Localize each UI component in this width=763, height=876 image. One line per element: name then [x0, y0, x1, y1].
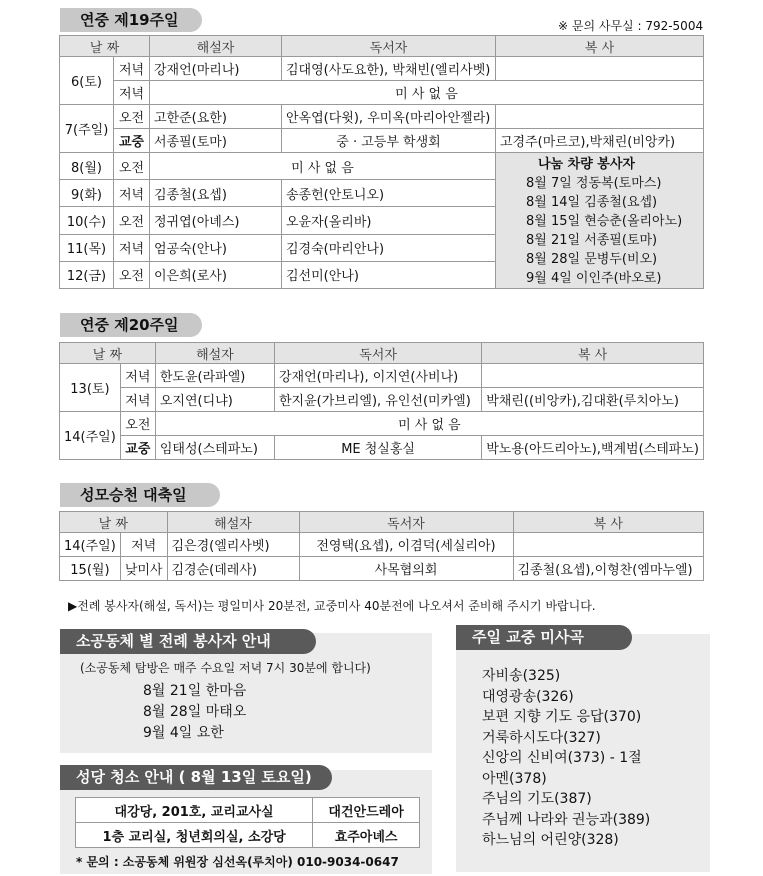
cleaning-title: 성당 청소 안내 ( 8월 13일 토요일) [60, 765, 332, 790]
no-mass-note: 미 사 없 음 [150, 153, 496, 180]
cleaning-group: 효주아녜스 [313, 823, 420, 848]
header-date: 날 짜 [60, 36, 150, 57]
list-item: 주님의 기도(387) [482, 791, 592, 807]
date-cell: 10(수) [60, 207, 114, 234]
header-reader: 독서자 [282, 36, 496, 57]
reader-cell: 전영택(요셉), 이겸덕(세실리아) [299, 533, 513, 557]
header-commentator: 해설자 [150, 36, 282, 57]
table-row [60, 153, 704, 180]
list-item: 대영광송(326) [482, 688, 574, 705]
commentator-cell: 김경순(데레사) [167, 557, 299, 581]
reader-cell: 김대영(사도요한), 박채빈(엘리사벳) [282, 57, 496, 81]
header-commentator: 해설자 [155, 343, 274, 364]
server-cell [496, 57, 704, 81]
list-item: 8월 21일 한마음 [143, 683, 247, 699]
header-server: 복 사 [482, 343, 704, 364]
week19-table [59, 35, 704, 289]
time-cell: 오전 [114, 153, 150, 180]
hymns-list [482, 666, 650, 851]
table-row [60, 557, 704, 581]
time-cell: 저녁 [120, 388, 155, 412]
time-cell: 저녁 [114, 81, 150, 105]
table-row [60, 412, 704, 436]
sharing-title: 나눔 차량 봉사자 [538, 157, 635, 172]
sharing-volunteers [496, 153, 704, 289]
week20-title: 연중 제20주일 [60, 313, 202, 337]
list-item: 자비송(325) [482, 668, 561, 684]
date-cell: 11(목) [60, 234, 114, 261]
community-title: 소공동체 별 전례 봉사자 안내 [60, 629, 316, 654]
cleaning-contact: * 문의 : 소공동체 위원장 심선옥(루치아) 010-9034-0647 [76, 855, 399, 869]
header-date: 날 짜 [60, 512, 168, 533]
table-row [60, 57, 704, 81]
date-cell: 14(주일) [60, 412, 121, 460]
sharing-item: 8월 7일 정동복(토마스) [526, 176, 662, 191]
reader-cell: 강재언(마리나), 이지연(사비나) [274, 364, 481, 388]
time-cell: 저녁 [120, 533, 167, 557]
commentator-cell: 한도윤(라파엘) [155, 364, 274, 388]
cleaning-table [75, 797, 420, 848]
sharing-item: 8월 21일 서종필(토마) [526, 233, 658, 248]
server-cell: 고경주(마르코),박채린(비앙카) [496, 129, 704, 153]
sharing-item: 8월 28일 문병두(비오) [526, 252, 658, 267]
sharing-item: 8월 14일 김종철(요셉) [526, 195, 658, 210]
commentator-cell: 엄공숙(안나) [150, 234, 282, 261]
list-item: 8월 28일 마태오 [143, 704, 247, 720]
reader-cell: 김경숙(마리안나) [282, 234, 496, 261]
table-row [60, 436, 704, 460]
sharing-item: 9월 4일 이인주(바오로) [526, 271, 662, 286]
header-date: 날 짜 [60, 343, 156, 364]
reader-cell: 안옥엽(다윗), 우미옥(마리아안젤라) [282, 105, 496, 129]
server-notice: ▶전례 봉사자(해설, 독서)는 평일미사 20분전, 교중미사 40분전에 나오셔서 준비해 주시기 바랍니다. [68, 599, 596, 613]
list-item: 하느님의 어린양(328) [482, 832, 619, 848]
table-header [60, 343, 704, 364]
table-header [60, 512, 704, 533]
list-item: 거룩하시도다(327) [482, 729, 601, 746]
table-row [60, 81, 704, 105]
list-item: 9월 4일 요한 [143, 725, 224, 741]
assumption-table [59, 511, 704, 581]
table-header [60, 36, 704, 57]
reader-cell: 오윤자(올리바) [282, 207, 496, 234]
time-cell: 교중 [114, 129, 150, 153]
commentator-cell: 고한준(요한) [150, 105, 282, 129]
cleaning-group: 대건안드레아 [313, 798, 420, 823]
hymns-title: 주일 교중 미사곡 [456, 625, 632, 650]
server-cell: 박노용(아드리아노),백계범(스테파노) [482, 436, 704, 460]
date-cell: 12(금) [60, 261, 114, 288]
community-sub: (소공동체 탐방은 매주 수요일 저녁 7시 30분에 합니다) [80, 661, 371, 675]
week19-title: 연중 제19주일 [60, 8, 202, 32]
list-item: 주님께 나라와 권능과(389) [482, 811, 651, 828]
table-row [60, 388, 704, 412]
time-cell: 저녁 [120, 364, 155, 388]
list-item: 신앙의 신비여(373) - 1절 [482, 750, 642, 766]
header-reader: 독서자 [299, 512, 513, 533]
time-cell: 저녁 [114, 57, 150, 81]
commentator-cell: 서종필(토마) [150, 129, 282, 153]
reader-cell: 김선미(안나) [282, 261, 496, 288]
date-cell: 14(주일) [60, 533, 121, 557]
table-row [76, 823, 420, 848]
cleaning-place: 1층 교리실, 청년회의실, 소강당 [76, 823, 313, 848]
server-cell: 박채린((비앙카),김대환(루치아노) [482, 388, 704, 412]
reader-cell: 사목협의회 [299, 557, 513, 581]
community-list [143, 681, 246, 744]
reader-cell: 송종헌(안토니오) [282, 180, 496, 207]
table-row [60, 129, 704, 153]
time-cell: 오전 [114, 105, 150, 129]
header-reader: 독서자 [274, 343, 481, 364]
table-row [76, 798, 420, 823]
time-cell: 오전 [114, 261, 150, 288]
date-cell: 6(토) [60, 57, 114, 105]
server-cell [496, 105, 704, 129]
cleaning-place: 대강당, 201호, 교리교사실 [76, 798, 313, 823]
date-cell: 9(화) [60, 180, 114, 207]
no-mass-note: 미 사 없 음 [150, 81, 704, 105]
reader-cell: 한지윤(가브리엘), 유인선(미카엘) [274, 388, 481, 412]
office-contact: ※ 문의 사무실 : 792-5004 [558, 19, 704, 33]
commentator-cell: 강재언(마리나) [150, 57, 282, 81]
header-commentator: 해설자 [167, 512, 299, 533]
server-cell [513, 533, 704, 557]
time-cell: 저녁 [114, 180, 150, 207]
date-cell: 7(주일) [60, 105, 114, 153]
commentator-cell: 김종철(요셉) [150, 180, 282, 207]
commentator-cell: 오지연(디냐) [155, 388, 274, 412]
time-cell: 낮미사 [120, 557, 167, 581]
list-item: 보편 지향 기도 응답(370) [482, 709, 642, 725]
server-cell: 김종철(요셉),이형찬(엠마누엘) [513, 557, 704, 581]
list-item: 아멘(378) [482, 770, 547, 787]
time-cell: 오전 [114, 207, 150, 234]
header-server: 복 사 [496, 36, 704, 57]
commentator-cell: 이은희(로사) [150, 261, 282, 288]
assumption-title: 성모승천 대축일 [60, 483, 220, 507]
table-row [60, 105, 704, 129]
date-cell: 13(토) [60, 364, 121, 412]
time-cell: 교중 [120, 436, 155, 460]
time-cell: 저녁 [114, 234, 150, 261]
reader-cell: 중 · 고등부 학생회 [282, 129, 496, 153]
week20-table [59, 342, 704, 460]
commentator-cell: 정귀엽(아녜스) [150, 207, 282, 234]
header-server: 복 사 [513, 512, 704, 533]
commentator-cell: 임태성(스테파노) [155, 436, 274, 460]
server-cell [482, 364, 704, 388]
table-row [60, 364, 704, 388]
sharing-item: 8월 15일 현승춘(올리아노) [526, 214, 683, 229]
table-row [60, 533, 704, 557]
date-cell: 8(월) [60, 153, 114, 180]
time-cell: 오전 [120, 412, 155, 436]
no-mass-note: 미 사 없 음 [155, 412, 703, 436]
date-cell: 15(월) [60, 557, 121, 581]
commentator-cell: 김은경(엘리사벳) [167, 533, 299, 557]
reader-cell: ME 청실홍실 [274, 436, 481, 460]
